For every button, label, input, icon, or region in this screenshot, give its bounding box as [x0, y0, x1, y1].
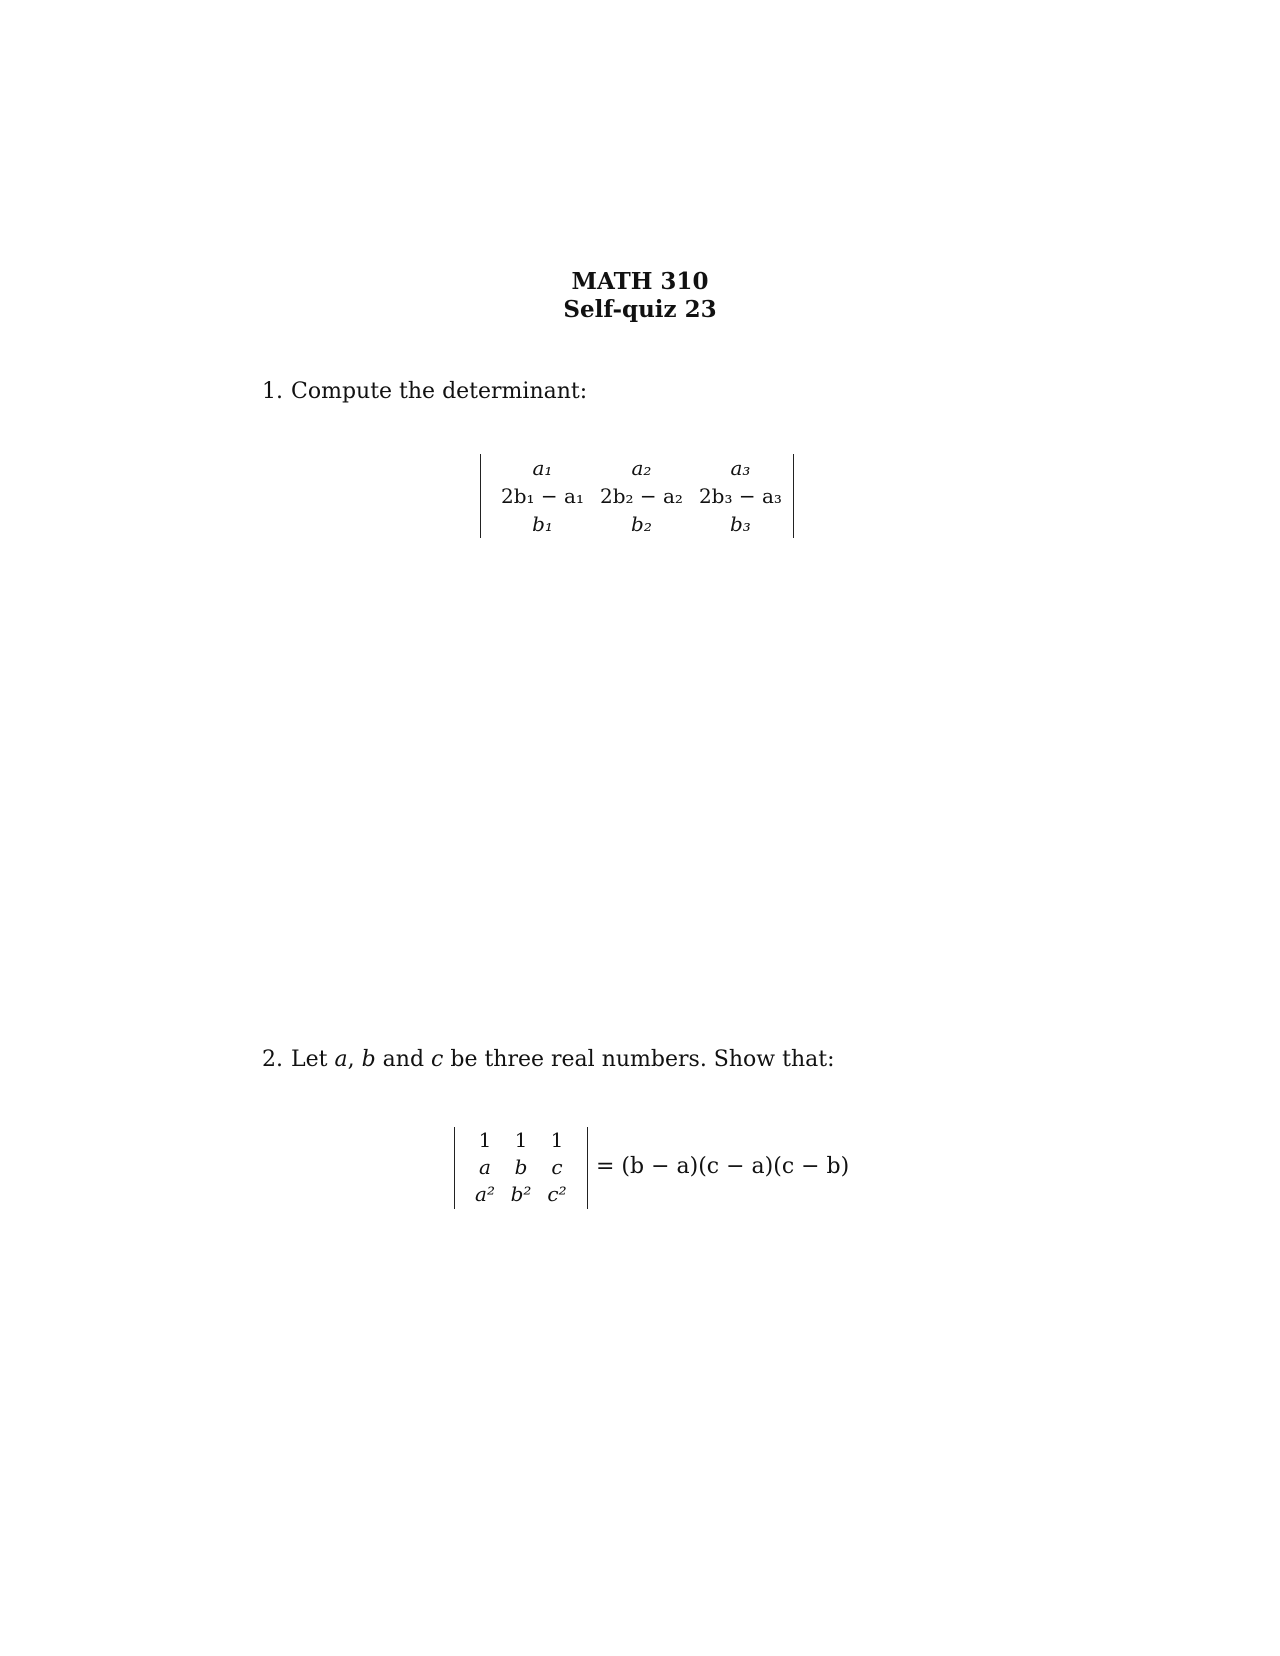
matrix-cell: 1	[478, 1128, 492, 1152]
problem-2-text-segment: be three real numbers. Show that:	[443, 1047, 835, 1072]
quiz-title: Self-quiz 23	[563, 296, 717, 323]
problem-2-text-segment: ,	[347, 1047, 362, 1072]
matrix-cell: a	[479, 1155, 491, 1179]
matrix-cell: b₃	[730, 512, 751, 536]
matrix-cell: b	[514, 1155, 528, 1179]
matrix-cell: 2b₂ − a₂	[599, 484, 683, 508]
matrix-cell: a₂	[631, 456, 652, 480]
matrix-cell: a₃	[730, 456, 751, 480]
matrix-cell: 1	[550, 1128, 564, 1152]
problem-2-text-segment: Let	[291, 1047, 335, 1072]
problem-2	[262, 1046, 835, 1074]
matrix-cell: 2b₁ − a₁	[501, 484, 584, 508]
determinant-2	[454, 1127, 588, 1209]
matrix-cell: c	[551, 1155, 563, 1179]
problem-2-text-segment: and	[375, 1047, 432, 1072]
variable-c: c	[431, 1047, 444, 1072]
problem-1-text: Compute the determinant:	[291, 379, 588, 404]
matrix-cell: b₂	[631, 512, 652, 536]
problem-1-number: 1.	[262, 379, 283, 404]
variable-a: a	[334, 1047, 348, 1072]
determinant-2-entries	[467, 1127, 575, 1208]
matrix-row	[493, 510, 790, 538]
variable-b: b	[361, 1047, 376, 1072]
matrix-row	[493, 454, 790, 482]
document-header	[0, 268, 1280, 324]
matrix-cell: a₁	[532, 456, 553, 480]
problem-2-number: 2.	[262, 1047, 283, 1072]
matrix-row	[467, 1127, 575, 1154]
matrix-cell: b²	[510, 1182, 532, 1206]
matrix-cell: 2b₃ − a₃	[698, 484, 782, 508]
problem-1	[262, 378, 587, 406]
determinant-1-entries	[493, 454, 790, 538]
determinant-1	[480, 454, 794, 538]
course-title: MATH 310	[571, 268, 709, 295]
matrix-row	[467, 1154, 575, 1181]
matrix-cell: b₁	[532, 512, 553, 536]
matrix-row	[493, 482, 790, 510]
matrix-cell: 1	[514, 1128, 528, 1152]
matrix-row	[467, 1181, 575, 1208]
matrix-cell: a²	[475, 1182, 495, 1206]
identity-right-hand-side: = (b − a)(c − a)(c − b)	[596, 1154, 850, 1179]
matrix-cell: c²	[547, 1182, 567, 1206]
